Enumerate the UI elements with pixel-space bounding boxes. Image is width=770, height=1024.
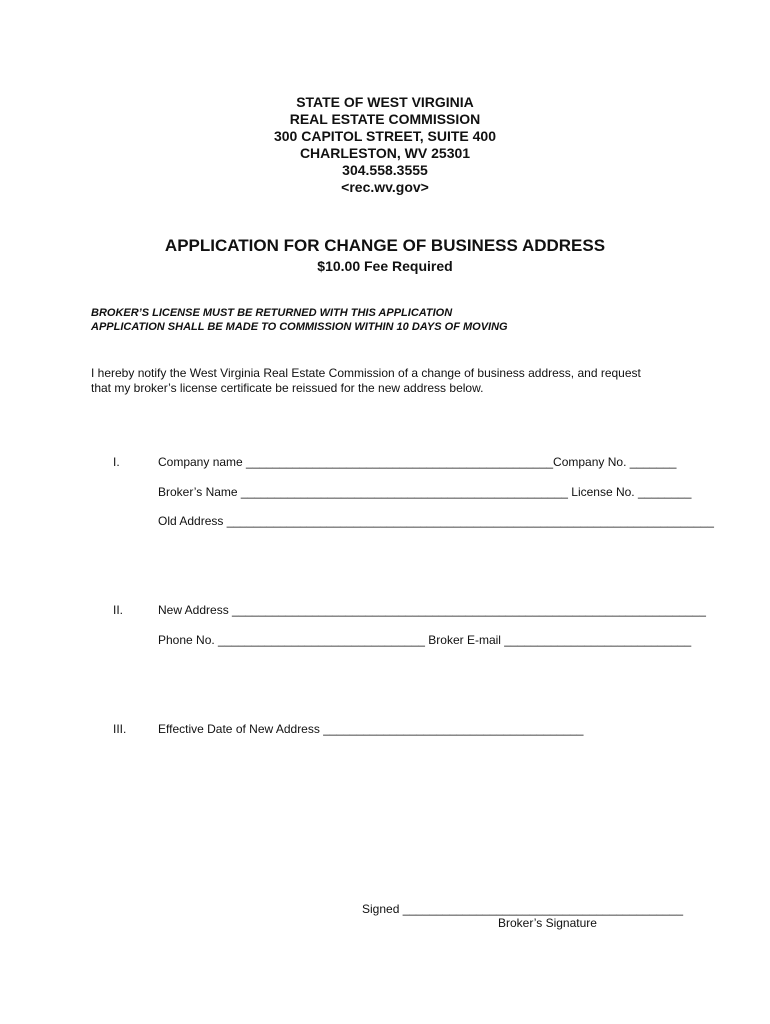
- header-state: STATE OF WEST VIRGINIA: [296, 94, 474, 110]
- company-field-line[interactable]: Company name ______________________________________________Company No. _______: [158, 455, 677, 469]
- broker-name-field-line[interactable]: Broker’s Name _________________________________________________ License No. ________: [158, 485, 692, 499]
- section-3-numeral: III.: [113, 722, 127, 736]
- fee-notice: $10.00 Fee Required: [317, 258, 453, 274]
- commission-header: [0, 94, 770, 196]
- phone-email-field-line[interactable]: Phone No. _______________________________ Broker E-mail ____________________________: [158, 633, 692, 647]
- section-1-numeral: I.: [113, 455, 120, 469]
- section-2-numeral: II.: [113, 603, 124, 617]
- header-city: CHARLESTON, WV 25301: [299, 145, 471, 161]
- license-notice: [91, 306, 508, 334]
- old-address-field-line[interactable]: Old Address _________________________________________________________________________: [158, 514, 714, 528]
- header-commission: REAL ESTATE COMMISSION: [289, 111, 481, 127]
- signature-caption: Broker’s Signature: [498, 916, 597, 930]
- intro-line-2: that my broker’s license certificate be reissued for the new address below.: [91, 381, 484, 395]
- header-street: 300 CAPITOL STREET, SUITE 400: [273, 128, 496, 144]
- signature-field-line[interactable]: Signed __________________________________________: [362, 902, 683, 916]
- intro-paragraph: [91, 366, 691, 396]
- new-address-field-line[interactable]: New Address _______________________________________________________________________: [158, 603, 706, 617]
- notice-line-2: APPLICATION SHALL BE MADE TO COMMISSION WITHIN 10 DAYS OF MOVING: [91, 321, 508, 333]
- form-title: APPLICATION FOR CHANGE OF BUSINESS ADDRESS: [164, 236, 606, 255]
- intro-line-1: I hereby notify the West Virginia Real Estate Commission of a change of business address, and request: [91, 366, 641, 380]
- effective-date-field-line[interactable]: Effective Date of New Address _______________________________________: [158, 722, 584, 736]
- header-website: <rec.wv.gov>: [341, 179, 429, 195]
- notice-line-1: BROKER’S LICENSE MUST BE RETURNED WITH THIS APPLICATION: [91, 307, 453, 319]
- header-phone: 304.558.3555: [342, 162, 428, 178]
